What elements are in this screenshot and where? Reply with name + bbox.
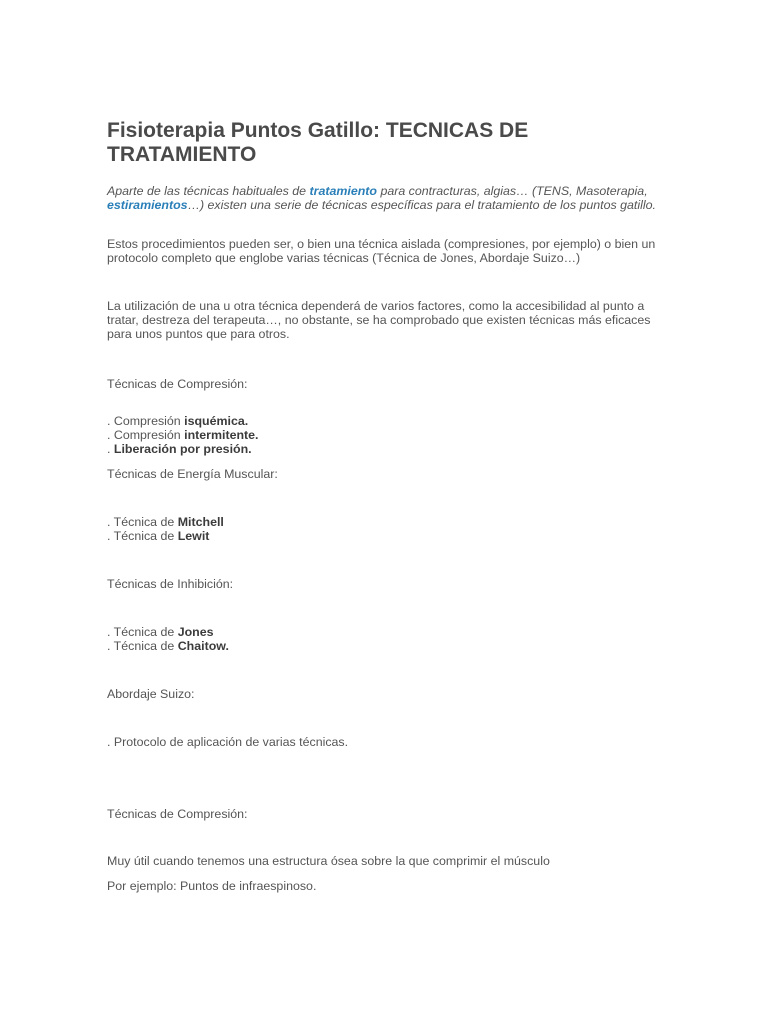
heading-inhibicion: Técnicas de Inhibición: bbox=[107, 577, 234, 591]
intro-text-post: …) existen una serie de técnicas específicas para el tratamiento de los puntos gatillo. bbox=[187, 198, 656, 212]
inhibicion-list bbox=[107, 625, 667, 653]
list-item bbox=[107, 442, 667, 456]
item-prefix: . Técnica de bbox=[107, 625, 178, 639]
compresion-list bbox=[107, 414, 667, 456]
energia-list bbox=[107, 515, 667, 543]
list-item bbox=[107, 428, 667, 442]
suizo-item: . Protocolo de aplicación de varias técnicas. bbox=[107, 735, 349, 749]
item-prefix: . Compresión bbox=[107, 414, 185, 428]
intro-paragraph bbox=[107, 184, 667, 212]
estiramientos-link[interactable]: estiramientos bbox=[107, 198, 188, 212]
intro-text-pre: Aparte de las técnicas habituales de bbox=[107, 184, 310, 198]
item-bold: Liberación por presión. bbox=[113, 442, 252, 456]
item-prefix: . Compresión bbox=[107, 428, 185, 442]
item-prefix: . Técnica de bbox=[107, 529, 178, 543]
list-item bbox=[107, 639, 667, 653]
item-bold: isquémica. bbox=[184, 414, 249, 428]
item-bold: Jones bbox=[177, 625, 214, 639]
item-prefix: . Técnica de bbox=[107, 639, 178, 653]
tratamiento-link[interactable]: tratamiento bbox=[309, 184, 377, 198]
item-bold: intermitente. bbox=[184, 428, 259, 442]
list-item bbox=[107, 529, 667, 543]
list-item bbox=[107, 625, 667, 639]
paragraph-muy-util: Muy útil cuando tenemos una estructura ósea sobre la que comprimir el músculo bbox=[107, 854, 550, 868]
item-bold: Mitchell bbox=[177, 515, 224, 529]
item-prefix: . bbox=[107, 442, 114, 456]
list-item bbox=[107, 515, 667, 529]
heading-compresion-2: Técnicas de Compresión: bbox=[107, 807, 248, 821]
paragraph-utilizacion: La utilización de una u otra técnica dependerá de varios factores, como la accesibilidad al punto a tratar, destreza del terapeuta…, no obstante, se ha comprobado que existen técnicas más eficaces para unos puntos que para otros. bbox=[107, 299, 651, 341]
intro-text-mid: para contracturas, algias… (TENS, Masoterapia, bbox=[377, 184, 648, 198]
article-title: Fisioterapia Puntos Gatillo: TECNICAS DE TRATAMIENTO bbox=[107, 119, 529, 166]
list-item bbox=[107, 414, 667, 428]
heading-energia-muscular: Técnicas de Energía Muscular: bbox=[107, 467, 278, 481]
paragraph-procedimientos: Estos procedimientos pueden ser, o bien una técnica aislada (compresiones, por ejemplo) o bien un protocolo completo que englobe varias técnicas (Técnica de Jones, Abordaje Suizo…) bbox=[107, 237, 656, 265]
item-bold: Lewit bbox=[177, 529, 210, 543]
item-prefix: . Técnica de bbox=[107, 515, 178, 529]
heading-compresion: Técnicas de Compresión: bbox=[107, 377, 248, 391]
paragraph-ejemplo: Por ejemplo: Puntos de infraespinoso. bbox=[107, 879, 317, 893]
item-bold: Chaitow. bbox=[177, 639, 229, 653]
heading-abordaje-suizo: Abordaje Suizo: bbox=[107, 687, 195, 701]
